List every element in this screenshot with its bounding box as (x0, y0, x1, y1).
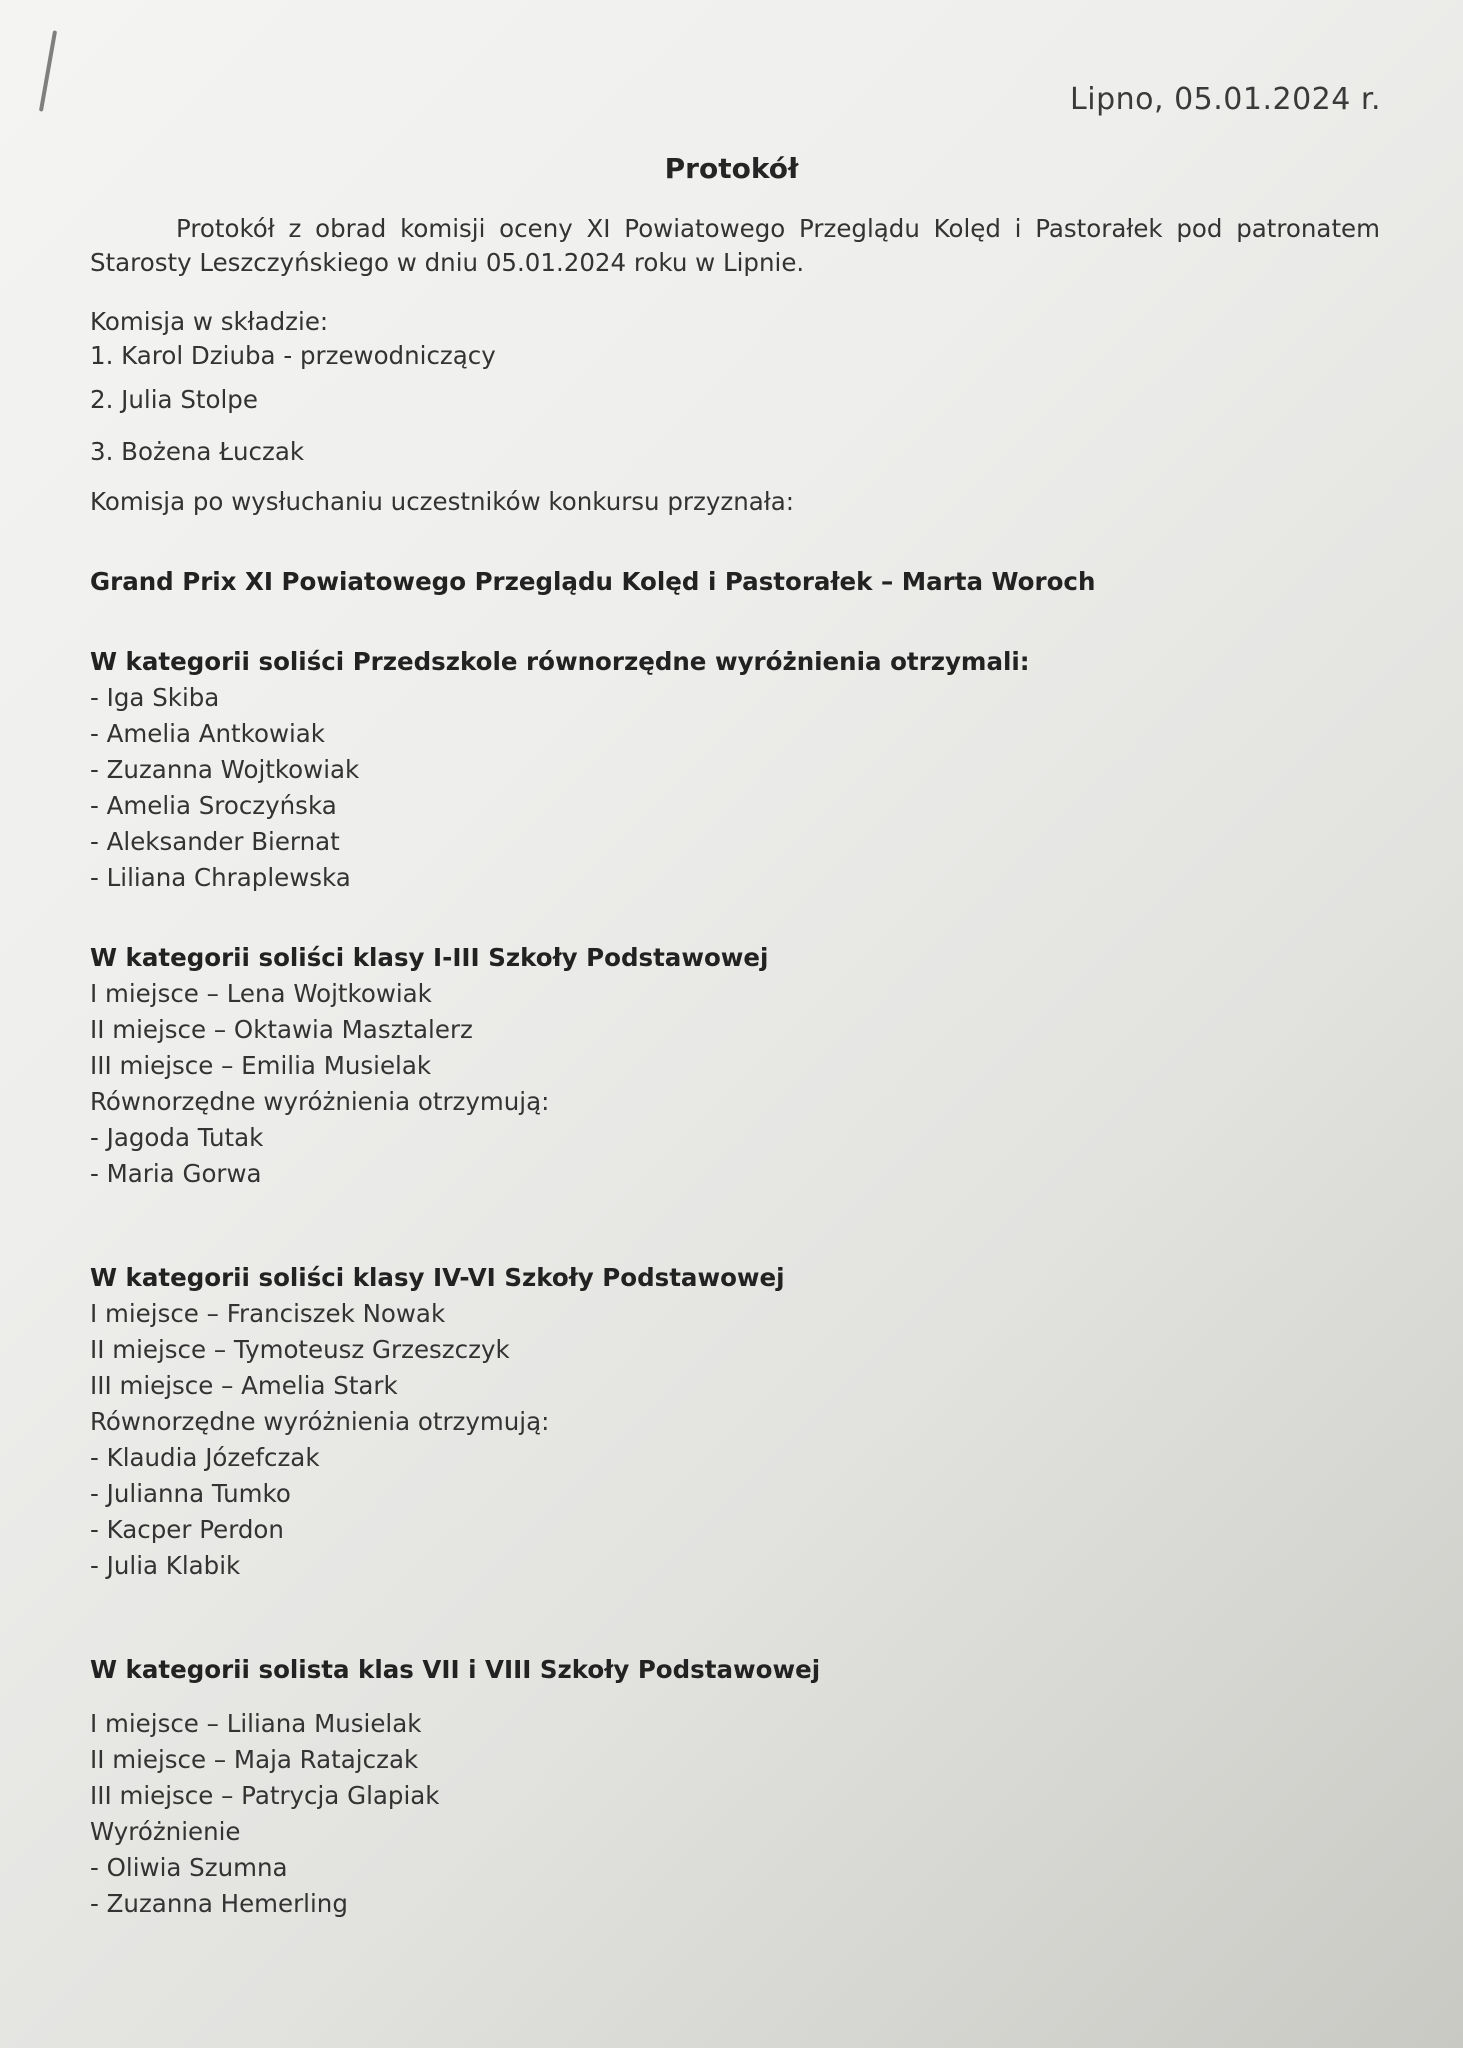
list-item: Równorzędne wyróżnienia otrzymują: (90, 1087, 550, 1116)
list-item: - Kacper Perdon (90, 1515, 284, 1544)
list-item: - Iga Skiba (90, 683, 220, 712)
committee-heading: Komisja w składzie: (90, 307, 329, 336)
pen-mark (39, 30, 57, 111)
list-item: - Amelia Sroczyńska (90, 791, 337, 820)
document-body (90, 212, 1380, 1922)
list-item: I miejsce – Lena Wojtkowiak (90, 979, 432, 1008)
category-heading: W kategorii soliści klasy I-III Szkoły Podstawowej (90, 943, 769, 972)
list-item: - Amelia Antkowiak (90, 719, 325, 748)
committee-member: 3. Bożena Łuczak (90, 437, 305, 466)
list-item: Wyróżnienie (90, 1817, 241, 1846)
committee-member: 1. Karol Dziuba - przewodniczący (90, 341, 496, 370)
list-item: I miejsce – Liliana Musielak (90, 1709, 422, 1738)
document-title: Protokół (664, 152, 799, 185)
list-item: II miejsce – Tymoteusz Grzeszczyk (90, 1335, 510, 1364)
list-item: - Klaudia Józefczak (90, 1443, 320, 1472)
committee-member: 2. Julia Stolpe (90, 385, 258, 414)
list-item: III miejsce – Patrycja Glapiak (90, 1781, 440, 1810)
list-item: Równorzędne wyróżnienia otrzymują: (90, 1407, 550, 1436)
category-heading: W kategorii solista klas VII i VIII Szkoły Podstawowej (90, 1655, 821, 1684)
list-item: - Oliwia Szumna (90, 1853, 288, 1882)
list-item: II miejsce – Oktawia Masztalerz (90, 1015, 473, 1044)
list-item: II miejsce – Maja Ratajczak (90, 1745, 419, 1774)
category-heading: W kategorii soliści klasy IV-VI Szkoły Podstawowej (90, 1263, 785, 1292)
list-item: - Maria Gorwa (90, 1159, 262, 1188)
list-item: I miejsce – Franciszek Nowak (90, 1299, 446, 1328)
list-item: - Julianna Tumko (90, 1479, 291, 1508)
list-item: - Liliana Chraplewska (90, 863, 351, 892)
list-item: III miejsce – Amelia Stark (90, 1371, 398, 1400)
intro-paragraph: Protokół z obrad komisji oceny XI Powiatowego Przeglądu Kolęd i Pastorałek pod patronatem Starosty Leszczyńskiego w dniu 05.01.2024 roku w Lipnie. (90, 214, 1380, 277)
list-item: - Zuzanna Wojtkowiak (90, 755, 360, 784)
awarded-intro: Komisja po wysłuchaniu uczestników konkursu przyznała: (90, 487, 794, 516)
grand-prix: Grand Prix XI Powiatowego Przeglądu Kolęd i Pastorałek – Marta Woroch (90, 567, 1096, 596)
list-item: - Jagoda Tutak (90, 1123, 264, 1152)
list-item: III miejsce – Emilia Musielak (90, 1051, 432, 1080)
category-heading: W kategorii soliści Przedszkole równorzędne wyróżnienia otrzymali: (90, 647, 1030, 676)
list-item: - Aleksander Biernat (90, 827, 340, 856)
list-item: - Zuzanna Hemerling (90, 1889, 348, 1918)
place-date: Lipno, 05.01.2024 r. (1070, 82, 1381, 117)
list-item: - Julia Klabik (90, 1551, 241, 1580)
